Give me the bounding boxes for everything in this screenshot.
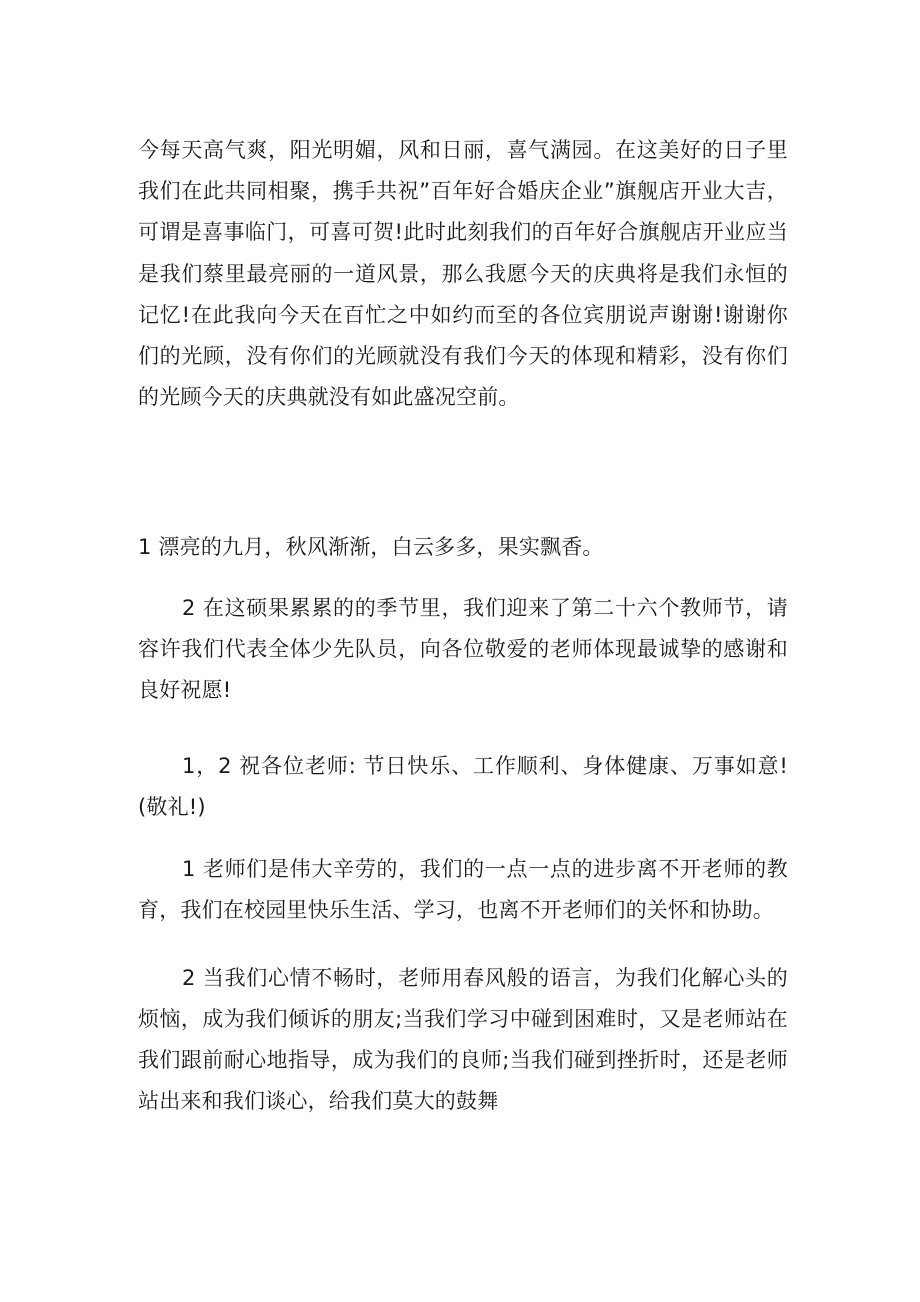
paragraph-opening-speech: 今每天高气爽，阳光明媚，风和日丽，喜气满园。在这美好的日子里我们在此共同相聚，携手共祝”百年好合婚庆企业”旗舰店开业大吉，可谓是喜事临门，可喜可贺!此时此刻我们的百年好合旗舰店开业应当是我们蔡里最亮丽的一道风景，那么我愿今天的庆典将是我们永恒的记忆!在此我向今天在百忙之中如约而至的各位宾朋说声谢谢!谢谢你们的光顾，没有你们的光顾就没有我们今天的体现和精彩，没有你们的光顾今天的庆典就没有如此盛况空前。 [138, 138, 788, 410]
paragraph-line-2-teachers-day: 2 在这硕果累累的的季节里，我们迎来了第二十六个教师节，请容许我们代表全体少先队员，向各位敬爱的老师体现最诚挚的感谢和良好祝愿! [138, 596, 788, 702]
paragraph-line-1-september: 1 漂亮的九月，秋风渐渐，白云多多，果实飘香。 [138, 535, 604, 559]
paragraph-line-2-teacher-support: 2 当我们心情不畅时，老师用春风般的语言，为我们化解心头的烦恼，成为我们倾诉的朋友;当我们学习中碰到困难时，又是老师站在我们跟前耐心地指导，成为我们的良师;当我们碰到挫折时，还是老师站出来和我们谈心，给我们莫大的鼓舞 [138, 966, 788, 1113]
paragraph-line-1-teachers-great: 1 老师们是伟大辛劳的，我们的一点一点的进步离不开老师的教育，我们在校园里快乐生活、学习，也离不开老师们的关怀和协助。 [138, 857, 788, 922]
paragraph-line-1-2-wishes: 1，2 祝各位老师: 节日快乐、工作顺利、身体健康、万事如意!(敬礼!) [138, 754, 788, 819]
